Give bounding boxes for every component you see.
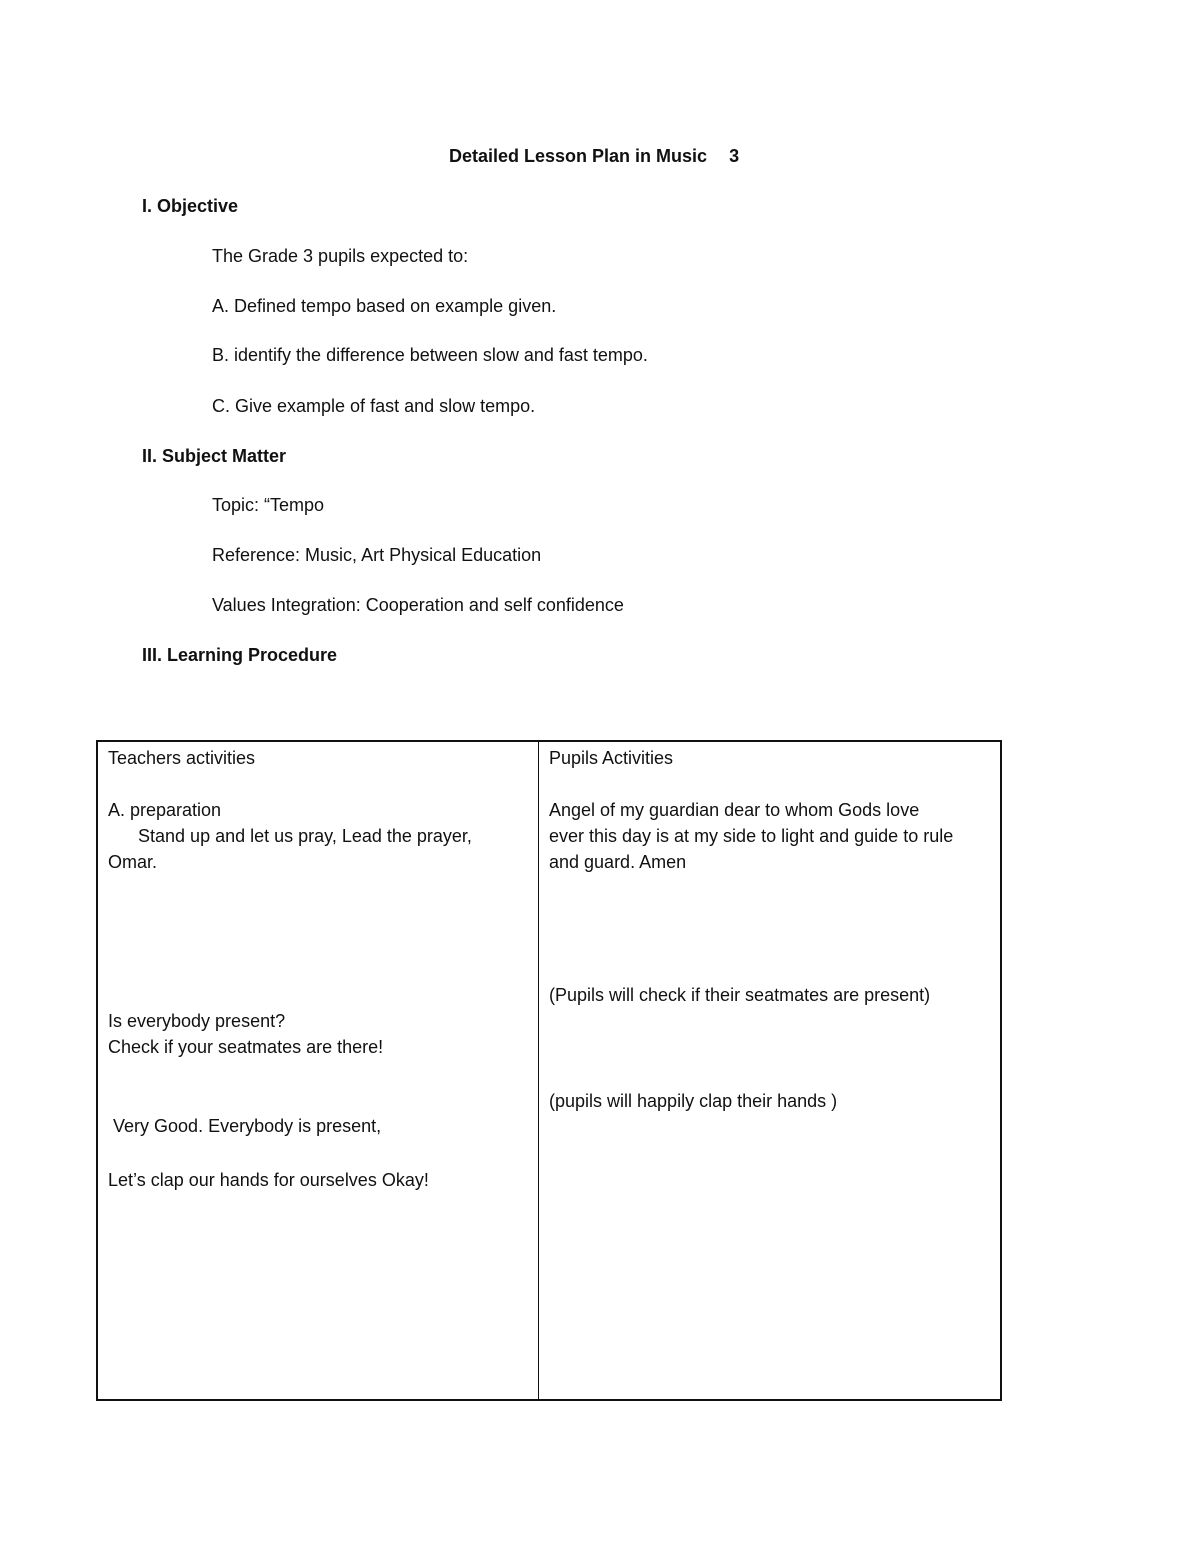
pupils-clap-response: (pupils will happily clap their hands ) <box>549 1091 838 1111</box>
subject-matter-heading: II. Subject Matter <box>142 446 287 466</box>
title-grade: 3 <box>729 146 740 166</box>
subject-topic: Topic: “Tempo <box>212 495 325 515</box>
title-text: Detailed Lesson Plan in Music <box>449 146 708 166</box>
teacher-very-good: Very Good. Everybody is present, <box>108 1116 382 1136</box>
activities-table <box>96 740 1002 1401</box>
teacher-pray-line-1: Stand up and let us pray, Lead the prayer, <box>108 826 472 846</box>
objective-item-b: B. identify the difference between slow and fast tempo. <box>212 345 648 365</box>
pupils-check-response: (Pupils will check if their seatmates are present) <box>549 985 931 1005</box>
teacher-present-question: Is everybody present? <box>108 1011 286 1031</box>
teacher-pray-line-2: Omar. <box>108 852 158 872</box>
objective-item-c: C. Give example of fast and slow tempo. <box>212 396 536 416</box>
teacher-clap: Let’s clap our hands for ourselves Okay! <box>108 1170 429 1190</box>
pupils-prayer-line-3: and guard. Amen <box>549 852 687 872</box>
table-column-divider <box>538 742 539 1399</box>
pupils-prayer-line-1: Angel of my guardian dear to whom Gods love <box>549 800 920 820</box>
pupils-prayer-line-2: ever this day is at my side to light and guide to rule <box>549 826 954 846</box>
objective-item-a: A. Defined tempo based on example given. <box>212 296 557 316</box>
pupils-column-header: Pupils Activities <box>549 748 674 768</box>
objective-intro: The Grade 3 pupils expected to: <box>212 246 469 266</box>
teacher-preparation-label: A. preparation <box>108 800 222 820</box>
subject-reference: Reference: Music, Art Physical Education <box>212 545 542 565</box>
objective-heading: I. Objective <box>142 196 239 216</box>
subject-values: Values Integration: Cooperation and self confidence <box>212 595 624 615</box>
learning-procedure-heading: III. Learning Procedure <box>142 645 338 665</box>
teacher-check-seatmates: Check if your seatmates are there! <box>108 1037 384 1057</box>
document-title <box>449 145 739 167</box>
teacher-column-header: Teachers activities <box>108 748 256 768</box>
